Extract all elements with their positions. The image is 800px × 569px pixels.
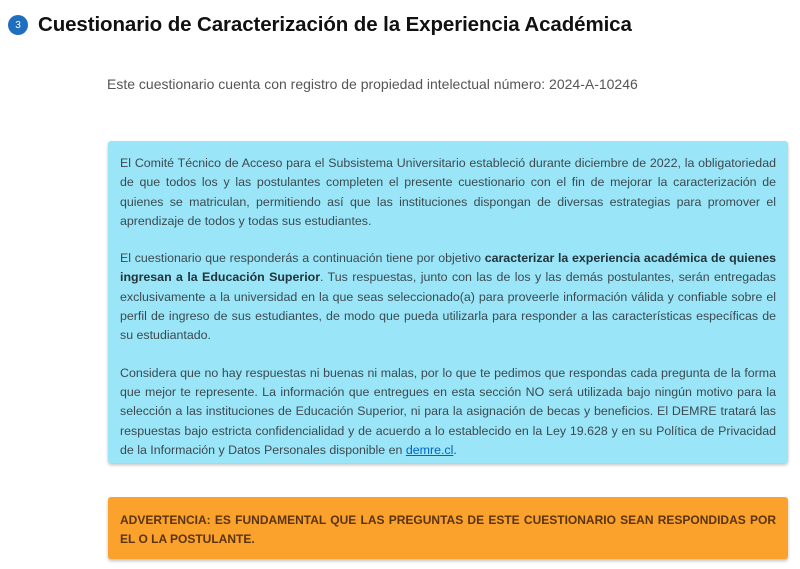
info-paragraph-2 <box>120 249 776 345</box>
info-paragraph-3 <box>120 364 776 460</box>
warning-text: ADVERTENCIA: ES FUNDAMENTAL QUE LAS PREGUNTAS DE ESTE CUESTIONARIO SEAN RESPONDIDAS POR EL O LA POSTULANTE. <box>120 513 776 546</box>
objective-highlight: caracterizar la experiencia académica de quienes ingresan a la Educación Superior <box>120 251 776 285</box>
intellectual-property-note: Este cuestionario cuenta con registro de propiedad intelectual número: 2024-A-10246 <box>107 76 638 92</box>
step-number-badge: 3 <box>8 15 28 35</box>
info-paragraph-1: El Comité Técnico de Acceso para el Subsistema Universitario estableció durante diciembre de 2022, la obligatoriedad de que todos los y las postulantes completen el presente cuestionario con el fin de mejorar la caracterización de quienes se matriculan, permitiendo así que las instituciones dispongan de diversas estrategias para promover el aprendizaje de todos y todas sus estudiantes. <box>120 156 776 228</box>
info-paragraph-2-intro: El cuestionario que responderás a continuación tiene por objetivo <box>120 251 485 266</box>
section-header <box>8 12 632 38</box>
page-title: Cuestionario de Caracterización de la Experiencia Académica <box>38 13 632 36</box>
warning-panel <box>108 497 788 559</box>
demre-link[interactable]: demre.cl <box>405 442 454 457</box>
info-paragraph-3-text: Considera que no hay respuestas ni buenas ni malas, por lo que te pedimos que respondas cada pregunta de la forma que mejor te represente. La información que entregues en esta sección NO será utilizada bajo ningún motivo para la selección a las instituciones de Educación Superior, ni para la asignación de becas y beneficios. El DEMRE tratará las respuestas bajo estricta confidencialidad y de acuerdo a lo establecido en la Ley 19.628 y en su Política de Privacidad de la Información y Datos Personales disponible en <box>120 365 776 457</box>
info-paragraph-2-rest: . Tus respuestas, junto con las de los y las demás postulantes, serán entregadas exclusivamente a la universidad en la que seas seleccionado(a) para proveerle información válida y confiable sobre el perfil de ingreso de sus estudiantes, de modo que pueda utilizarla para responder a las características específicas de su estudiantado. <box>120 270 776 343</box>
info-panel <box>108 141 788 463</box>
info-paragraph-3-end: . <box>453 442 457 457</box>
